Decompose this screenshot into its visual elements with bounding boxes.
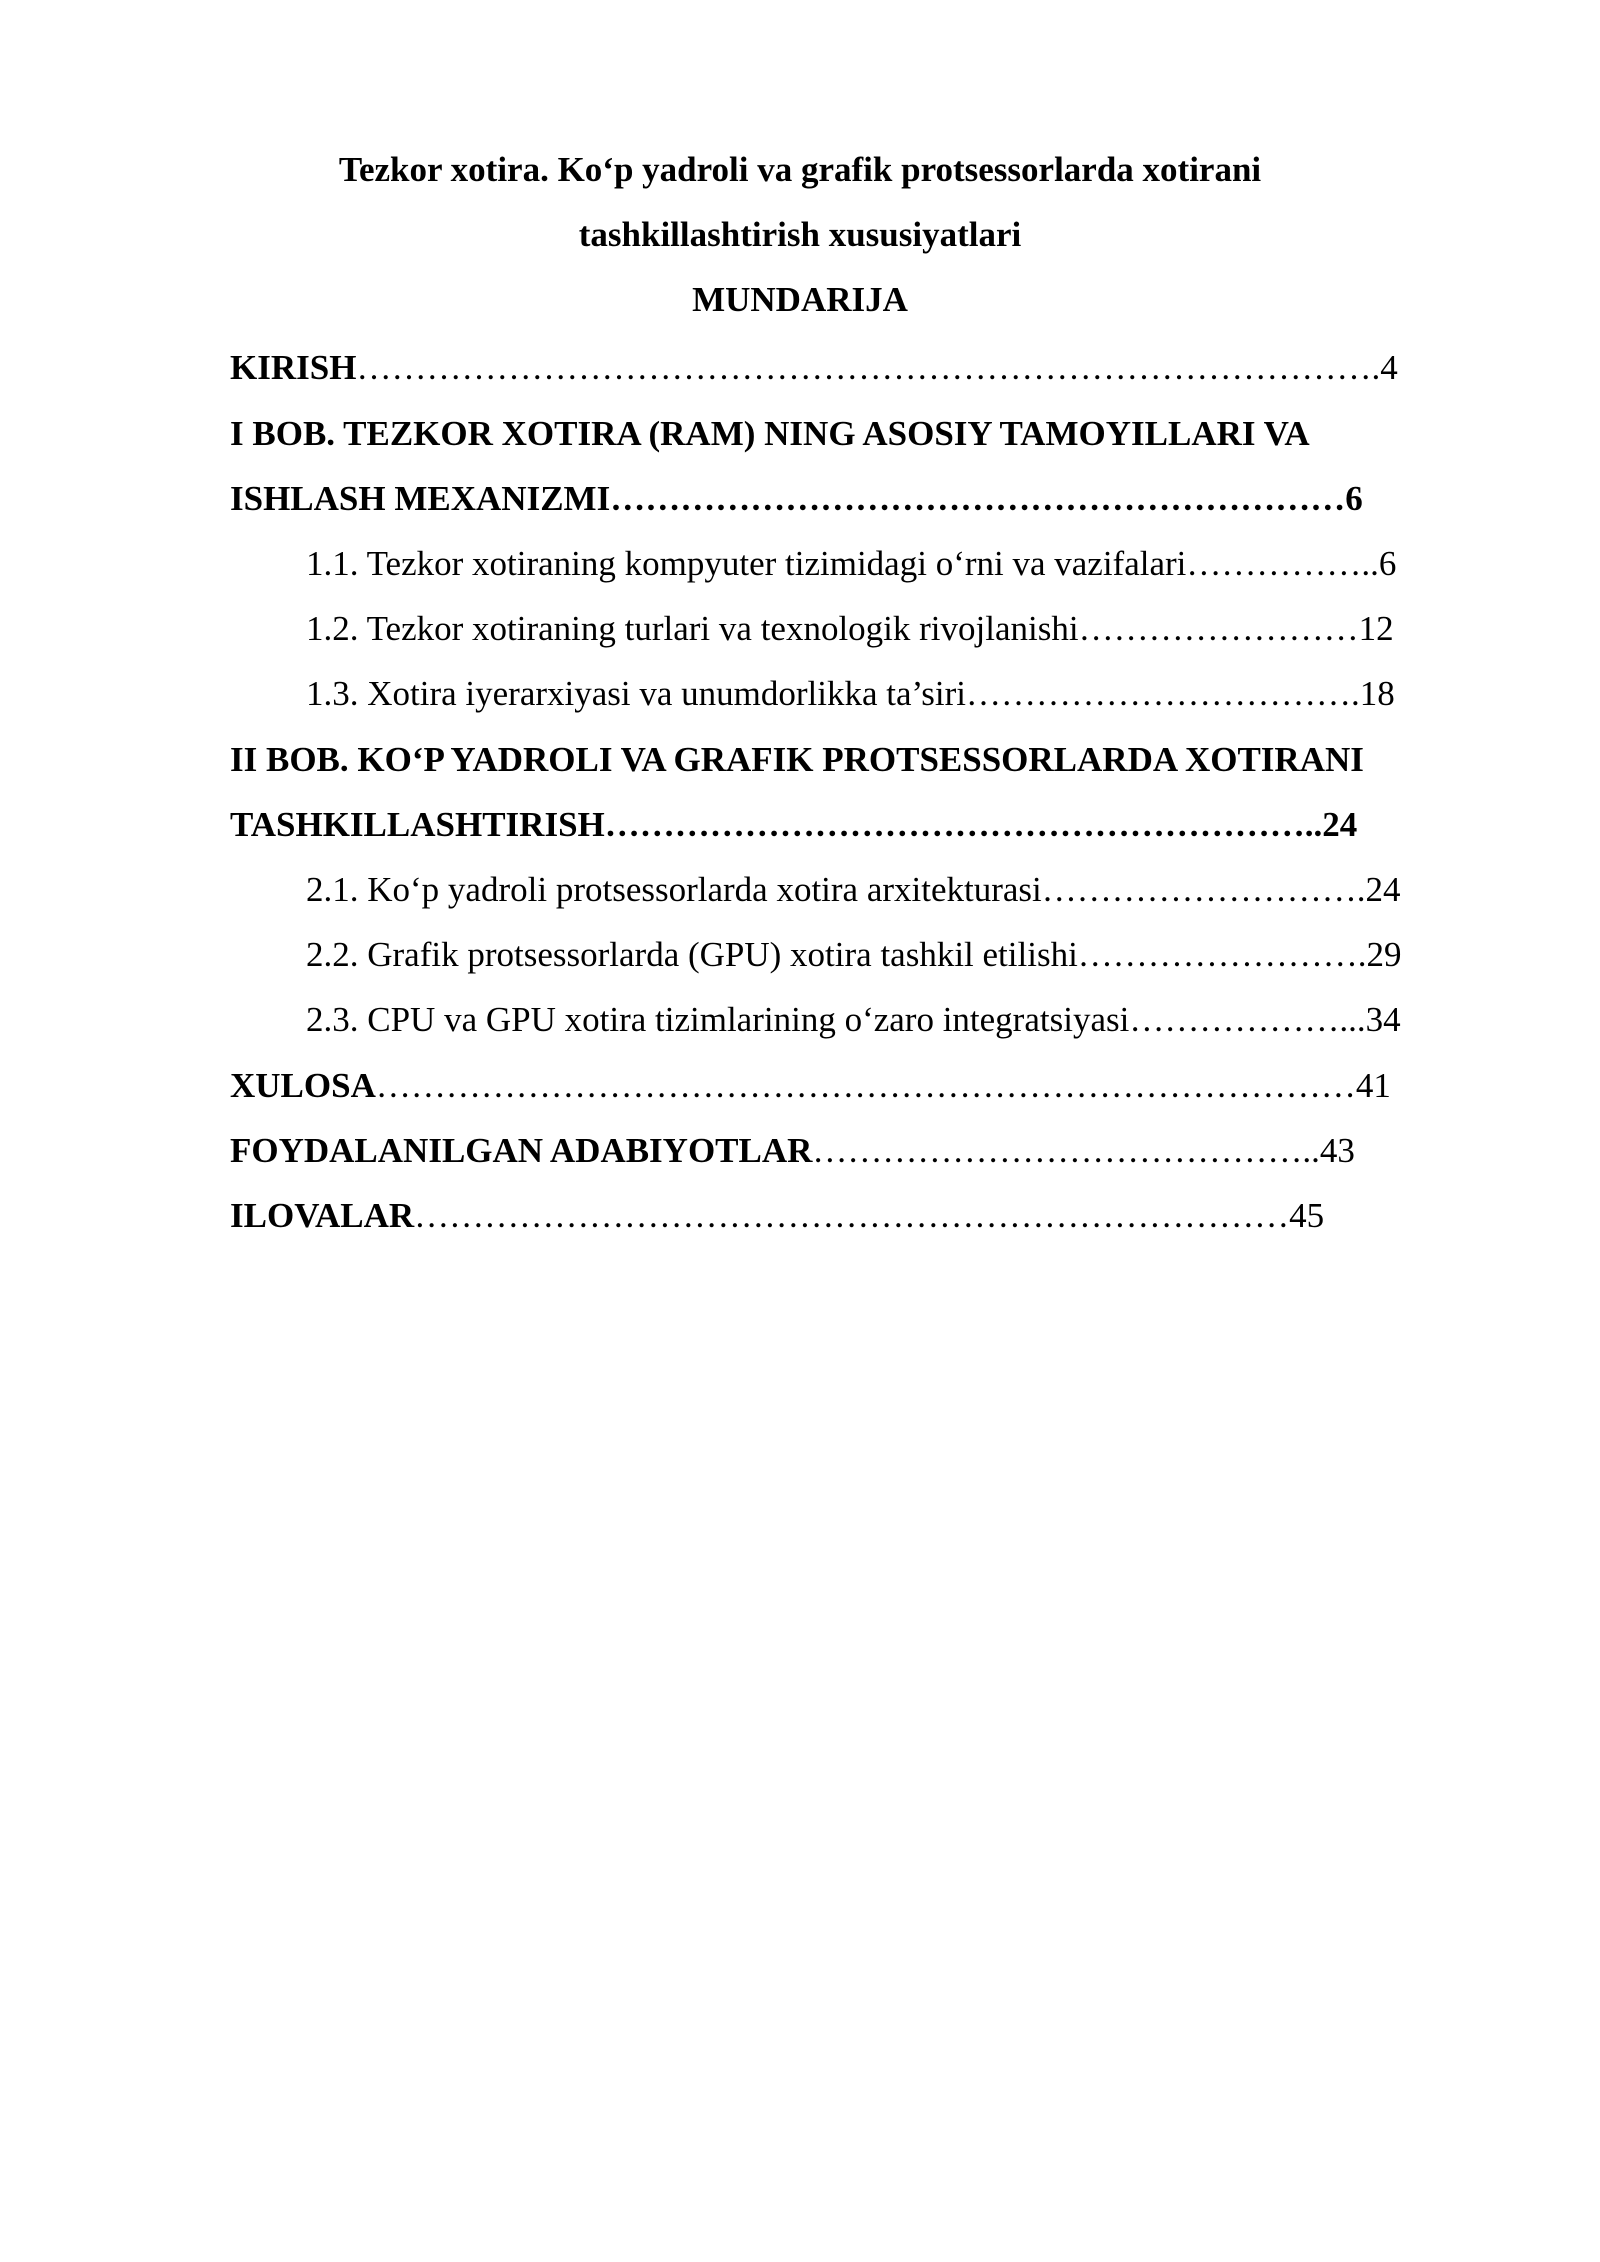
- toc-entry-label: 1.1. Tezkor xotiraning kompyuter tizimidagi o‘rni va vazifalari: [306, 544, 1187, 583]
- toc-dot-leader: ……………………: [1078, 609, 1359, 648]
- toc-page-number: 45: [1289, 1196, 1325, 1235]
- document-title-line-2: tashkillashtirish xususiyatlari: [578, 215, 1022, 254]
- toc-page-number: ..24: [1304, 805, 1358, 844]
- toc-dot-leader: …………………………………………………………………………: [375, 1066, 1356, 1105]
- toc-entry-adabiyotlar: [230, 1131, 1355, 1171]
- toc-entry-section-1-3: [306, 674, 1395, 714]
- toc-page-number: .24: [1356, 870, 1401, 909]
- toc-entry-section-2-1: [306, 870, 1401, 910]
- toc-page-number: .18: [1350, 674, 1395, 713]
- toc-entry-section-1-2: [306, 609, 1394, 649]
- toc-entry-label: ILOVALAR: [230, 1196, 415, 1235]
- toc-dot-leader: ……………………………………………………………………………: [356, 348, 1372, 387]
- toc-dot-leader: …………………………………………………………………: [414, 1196, 1290, 1235]
- toc-entry-xulosa: [230, 1066, 1391, 1106]
- toc-entry-kirish: [230, 348, 1398, 388]
- toc-entry-section-2-2: [306, 935, 1402, 975]
- toc-entry-chapter-2-line-1: II BOB. KO‘P YADROLI VA GRAFIK PROTSESSORLARDA XOTIRANI: [230, 740, 1364, 779]
- toc-page-number: 12: [1358, 609, 1394, 648]
- document-title-line-1: Tezkor xotira. Ko‘p yadroli va grafik protsessorlarda xotirani: [338, 150, 1262, 189]
- toc-entry-ilovalar: [230, 1196, 1324, 1236]
- toc-entry-chapter-2-line-2: [230, 805, 1357, 845]
- toc-page-number: 41: [1355, 1066, 1391, 1105]
- toc-entry-section-1-1: [306, 544, 1396, 584]
- toc-dot-leader: ……………: [1186, 544, 1362, 583]
- toc-dot-leader: ……………………: [1077, 935, 1358, 974]
- toc-page-number: ..6: [1361, 544, 1397, 583]
- toc-dot-leader: ……………………………………: [812, 1131, 1303, 1170]
- toc-entry-label: 2.2. Grafik protsessorlarda (GPU) xotira tashkil etilishi: [306, 935, 1078, 974]
- toc-entry-label: KIRISH: [230, 348, 357, 387]
- toc-entry-label: 1.3. Xotira iyerarxiyasi va unumdorlikka ta’siri: [306, 674, 966, 713]
- toc-entry-label: 1.2. Tezkor xotiraning turlari va texnologik rivojlanishi: [306, 609, 1079, 648]
- toc-dot-leader: ………………………: [1041, 870, 1357, 909]
- toc-page-number: .4: [1371, 348, 1398, 387]
- toc-page-number: .29: [1357, 935, 1402, 974]
- toc-entry-label: TASHKILLASHTIRISH: [230, 805, 605, 844]
- toc-page-number: 6: [1345, 479, 1363, 518]
- toc-page-number: ...34: [1339, 1000, 1401, 1039]
- toc-entry-label: 2.1. Ko‘p yadroli protsessorlarda xotira arxitekturasi: [306, 870, 1042, 909]
- toc-dot-leader: ……………………………………………………: [604, 805, 1305, 844]
- toc-dot-leader: ………………………………………………………: [610, 479, 1346, 518]
- toc-page-number: ..43: [1302, 1131, 1355, 1170]
- toc-entry-chapter-1-line-2: [230, 479, 1363, 519]
- toc-entry-label: FOYDALANILGAN ADABIYOTLAR: [230, 1131, 813, 1170]
- toc-entry-chapter-1-line-1: I BOB. TEZKOR XOTIRA (RAM) NING ASOSIY TAMOYILLARI VA: [230, 414, 1310, 453]
- toc-dot-leader: ………………: [1129, 1000, 1340, 1039]
- toc-entry-section-2-3: [306, 1000, 1401, 1040]
- toc-entry-label: 2.3. CPU va GPU xotira tizimlarining o‘zaro integratsiyasi: [306, 1000, 1130, 1039]
- toc-entry-label: XULOSA: [230, 1066, 376, 1105]
- toc-heading: MUNDARIJA: [692, 280, 908, 319]
- toc-dot-leader: ……………………………: [965, 674, 1351, 713]
- toc-entry-label: ISHLASH MEXANIZMI: [230, 479, 611, 518]
